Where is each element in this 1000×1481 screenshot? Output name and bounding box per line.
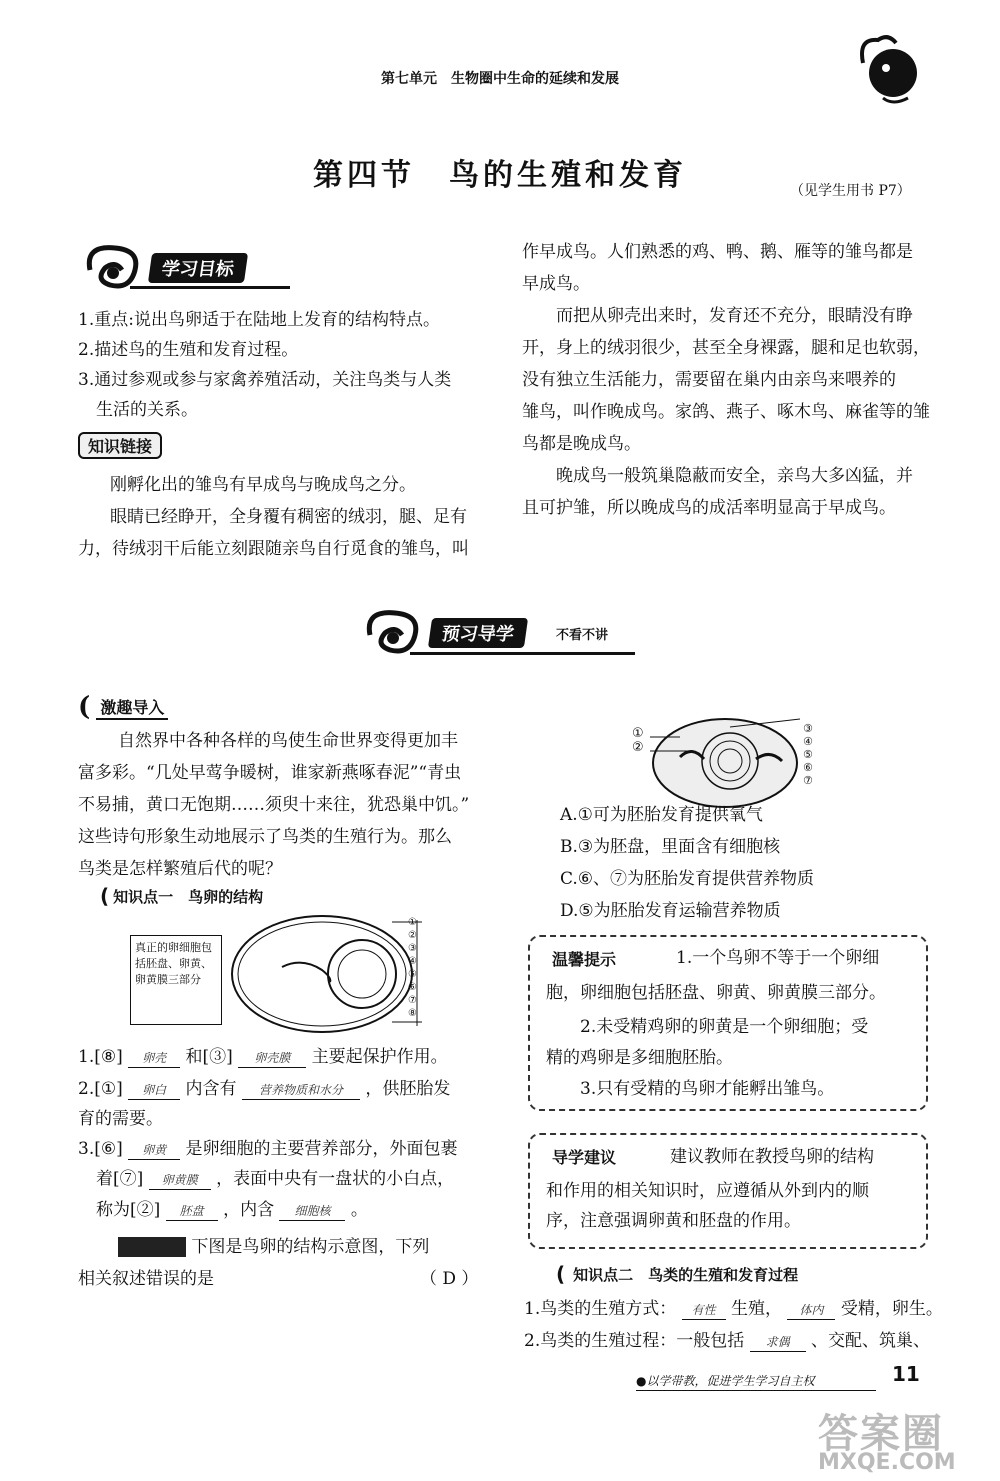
diagram-number: ⑦: [803, 774, 813, 787]
kp1-question-1: [78, 1042, 448, 1072]
bracket-icon: (: [100, 884, 110, 908]
kp2-heading: 知识点二 鸟类的生殖和发育过程: [573, 1265, 799, 1284]
preview-underline: [410, 652, 635, 655]
page-number: 11: [892, 1362, 920, 1386]
tip-line: 2.未受精鸡卵的卵黄是一个卵细胞；受: [580, 1017, 869, 1037]
mascot-icon: [848, 28, 928, 108]
diagram-number: ⑥: [408, 982, 417, 993]
q-text: ，供胚胎发: [365, 1079, 451, 1099]
guide-line: 和作用的相关知识时，应遵循从外到内的顺: [546, 1181, 869, 1201]
goal-item: 生活的关系。: [96, 400, 198, 420]
guide-label: 导学建议: [548, 1145, 620, 1168]
answer-blank[interactable]: 体内: [787, 1301, 835, 1320]
goal-item: 1.重点:说出鸟卵适于在陆地上发育的结构特点。: [78, 310, 440, 330]
q-text: 1.鸟类的生殖方式：: [524, 1299, 677, 1319]
answer-blank[interactable]: 卵黄: [128, 1141, 180, 1160]
goals-underline: [130, 286, 290, 289]
page-title: 第四节 鸟的生殖和发育: [313, 158, 687, 193]
diagram-number-right: [803, 722, 813, 787]
q-text: 是卵细胞的主要营养部分，外面包裹: [185, 1139, 458, 1159]
intro-line: 不易捕，黄口无饱期……须臾十来往，犹恐巢中饥。”: [78, 795, 470, 815]
knowledge-line: 而把从卵壳出来时，发育还不充分，眼睛没有睁: [556, 306, 913, 326]
option-d[interactable]: D.⑤为胚胎发育运输营养物质: [560, 901, 781, 921]
tip-line: 精的鸡卵是多细胞胚胎。: [546, 1048, 733, 1068]
kp1-heading: 知识点一 鸟卵的结构: [113, 887, 264, 906]
q-text: 生殖，: [731, 1299, 783, 1319]
q-text: 育的需要。: [78, 1109, 163, 1129]
q-text: 受精，卵生。: [840, 1299, 943, 1319]
answer-blank[interactable]: 卵白: [128, 1081, 180, 1100]
kp1-question-3: [78, 1134, 458, 1164]
q-text: ，表面中央有一盘状的小白点，: [216, 1169, 455, 1189]
q-text: 主要起保护作用。: [311, 1047, 448, 1067]
goal-item: 3.通过参观或参与家禽养殖活动，关注鸟类与人类: [78, 370, 452, 390]
q-text: ，内含: [223, 1200, 275, 1220]
answer-blank[interactable]: 营养物质和水分: [242, 1081, 360, 1100]
preview-heading: 预习导学: [428, 618, 528, 648]
knowledge-line: 且可护雏，所以晚成鸟的成活率明显高于早成鸟。: [522, 498, 896, 518]
kp2-question-1: [524, 1294, 943, 1324]
q-text: 。: [350, 1200, 368, 1220]
kp1-question-2: [78, 1074, 450, 1104]
knowledge-line: 眼睛已经睁开，全身覆有稠密的绒羽，腿、足有: [110, 507, 467, 527]
practice-answer[interactable]: （ D ）: [420, 1269, 479, 1289]
kp1-heading-row: [100, 884, 263, 908]
option-a[interactable]: A.①可为胚胎发育提供氧气: [560, 805, 763, 825]
q-text: 内含有: [185, 1079, 237, 1099]
knowledge-line: 开，身上的绒羽很少，甚至全身裸露，腿和足也软弱，: [522, 338, 930, 358]
unit-header: 第七单元 生物圈中生命的延续和发展: [381, 71, 619, 87]
diagram-number: ⑤: [408, 969, 417, 980]
egg-note-box: 真正的卵细胞包括胚盘、卵黄、卵黄膜三部分: [130, 935, 222, 1025]
goal-item: 2.描述鸟的生殖和发育过程。: [78, 340, 299, 360]
footer-slogan: [636, 1372, 815, 1389]
intro-line: 鸟类是怎样繁殖后代的呢？: [78, 859, 282, 879]
q-text: 下图是鸟卵的结构示意图，下列: [191, 1237, 430, 1257]
q-text: 、交配、筑巢、: [811, 1331, 931, 1351]
diagram-number: ③: [803, 722, 813, 735]
answer-blank[interactable]: 卵黄膜: [149, 1171, 211, 1190]
intro-heading: 激趣导入: [96, 695, 168, 720]
footer-slogan-text: 以学带教，促进学生学习自主权: [646, 1374, 815, 1388]
kp2-question-2: [524, 1326, 930, 1356]
knowledge-line: 力，待绒羽干后能立刻跟随亲鸟自行觅食的雏鸟，叫: [78, 539, 469, 559]
q-text: 2.鸟类的生殖过程：一般包括: [524, 1331, 745, 1351]
intro-line: 自然界中各种各样的鸟使生命世界变得更加丰: [118, 731, 458, 751]
q-text: 相关叙述错误的是: [78, 1269, 214, 1289]
knowledge-line: 没有独立生活能力，需要留在巢内由亲鸟来喂养的: [522, 370, 896, 390]
option-b[interactable]: B.③为胚盘，里面含有细胞核: [560, 837, 781, 857]
answer-blank[interactable]: 卵壳: [128, 1049, 180, 1068]
answer-blank[interactable]: 卵壳膜: [238, 1049, 306, 1068]
q-text: 着[⑦]: [96, 1169, 144, 1189]
tip-line: 3.只有受精的鸟卵才能孵出雏鸟。: [580, 1079, 835, 1099]
watermark-url: MXQE.COM: [818, 1450, 956, 1475]
diagram-number: ①: [408, 917, 417, 928]
diagram-number: ②: [632, 740, 644, 755]
intro-heading-row: [78, 692, 168, 722]
q-text: 3.[⑥]: [78, 1139, 123, 1159]
diagram-number: ⑦: [408, 995, 417, 1006]
reference-note: （见学生用书 P7）: [790, 183, 911, 199]
intro-line: 这些诗句形象生动地展示了鸟类的生殖行为。那么: [78, 827, 452, 847]
answer-blank[interactable]: 有性: [682, 1301, 726, 1320]
diagram-number: ⑧: [408, 1008, 417, 1019]
knowledge-link-tag: 知识链接: [78, 432, 162, 459]
footer-rule: [636, 1390, 876, 1391]
diagram-number: ④: [803, 735, 813, 748]
knowledge-line: 作早成鸟。人们熟悉的鸡、鸭、鹅、雁等的雏鸟都是: [522, 242, 913, 262]
q-text: 2.[①]: [78, 1079, 123, 1099]
diagram-number: ④: [408, 956, 417, 967]
knowledge-line: 早成鸟。: [522, 274, 590, 294]
diagram-number-column: [408, 916, 417, 1020]
intro-line: 富多彩。“几处早莺争暖树，谁家新燕啄春泥”“青虫: [78, 763, 462, 783]
tip-line: 胞，卵细胞包括胚盘、卵黄、卵黄膜三部分。: [546, 983, 886, 1003]
option-c[interactable]: C.⑥、⑦为胚胎发育提供营养物质: [560, 869, 815, 889]
q-text: 称为[②]: [96, 1200, 161, 1220]
preview-tag: 不看不讲: [556, 627, 609, 643]
diagram-number: ⑤: [803, 748, 813, 761]
diagram-number: ⑥: [803, 761, 813, 774]
answer-blank[interactable]: 胚盘: [166, 1202, 218, 1221]
tip-line: 1.一个鸟卵不等于一个卵细: [676, 948, 880, 968]
kp2-heading-row: [556, 1262, 798, 1286]
kp1-question-3c: [96, 1195, 368, 1225]
kp1-question-3b: [96, 1164, 454, 1194]
q-text: 和[③]: [185, 1047, 233, 1067]
bracket-icon: (: [556, 1262, 566, 1286]
practice-label: 模拟题练: [118, 1237, 186, 1257]
diagram-number: ②: [408, 930, 417, 941]
practice-line: [118, 1232, 429, 1262]
bullet-icon: ●: [636, 1374, 647, 1388]
knowledge-line: 刚孵化出的雏鸟有早成鸟与晚成鸟之分。: [110, 475, 416, 495]
answer-blank[interactable]: 细胞核: [279, 1202, 345, 1221]
knowledge-line: 雏鸟，叫作晚成鸟。家鸽、燕子、啄木鸟、麻雀等的雏: [522, 402, 930, 422]
watermark: 答案圈: [818, 1411, 944, 1457]
egg-diagram-right: [630, 715, 820, 810]
diagram-number-left: [632, 727, 644, 755]
knowledge-line: 晚成鸟一般筑巢隐蔽而安全，亲鸟大多凶猛，并: [556, 466, 913, 486]
answer-blank[interactable]: 求偶: [750, 1333, 806, 1352]
bracket-icon: (: [78, 692, 91, 722]
q-text: 1.[⑧]: [78, 1047, 123, 1067]
guide-line: 建议教师在教授鸟卵的结构: [670, 1147, 874, 1167]
goals-heading: 学习目标: [148, 253, 248, 283]
diagram-number: ③: [408, 943, 417, 954]
diagram-number: ①: [632, 726, 644, 741]
guide-line: 序，注意强调卵黄和胚盘的作用。: [546, 1211, 801, 1231]
knowledge-line: 鸟都是晚成鸟。: [522, 434, 641, 454]
tip-label: 温馨提示: [548, 947, 620, 970]
